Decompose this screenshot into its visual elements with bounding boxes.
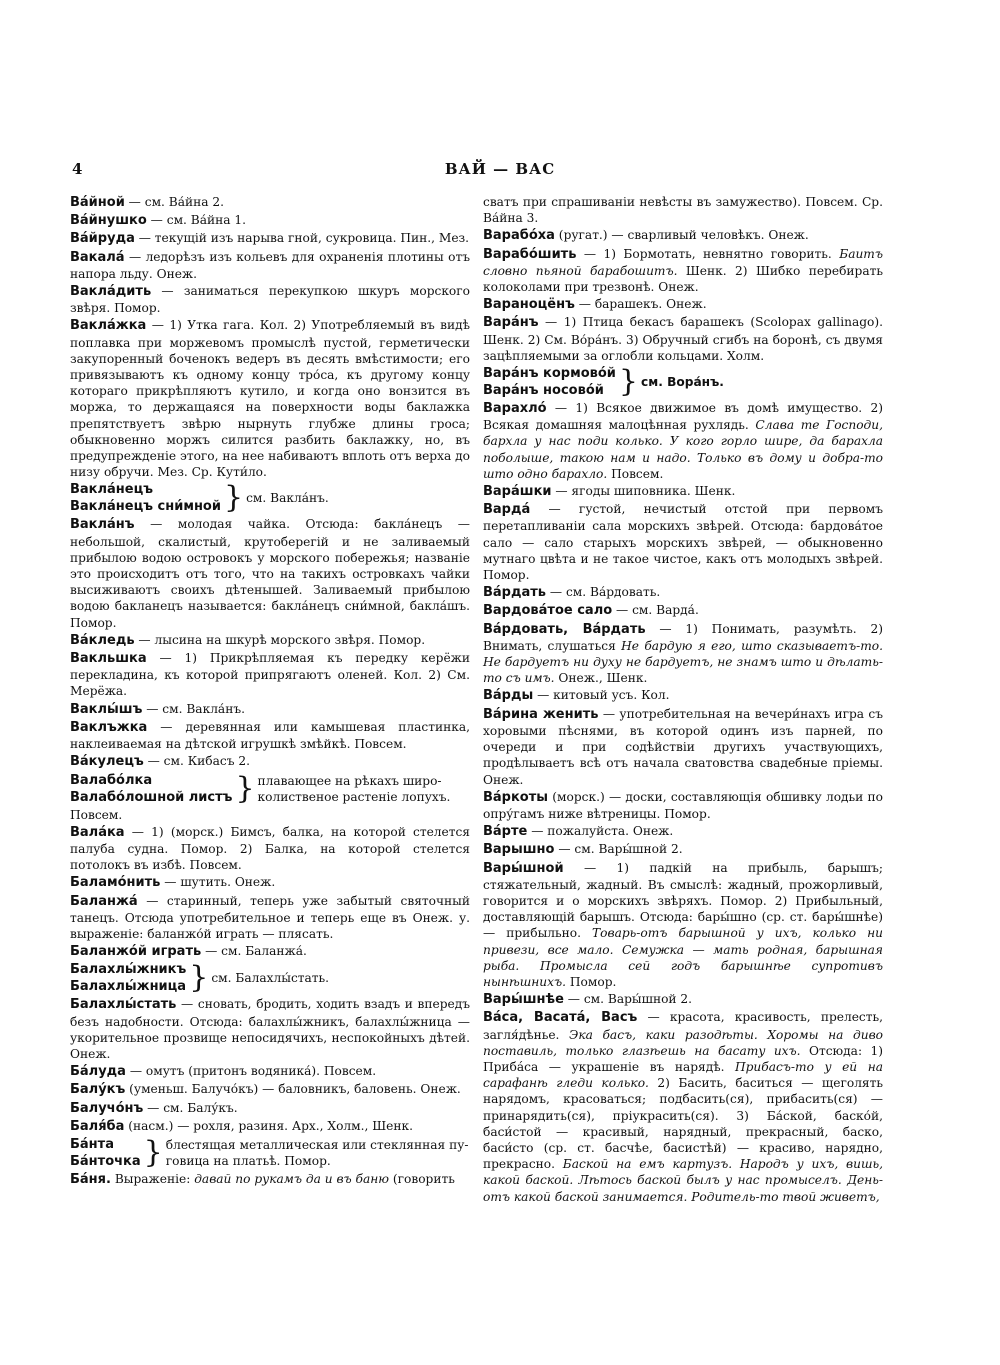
definition: — 1) Прикрѣпляемая къ передку керёжи перекладина, къ которой припрягаютъ оленей. Кол. 2) См. Мерёжа. [70, 651, 470, 699]
headword: Ва́рте [483, 824, 528, 840]
entry [483, 860, 883, 991]
definition: 2) Басить, баситься — щеголять нарядомъ, красоваться; подбасить(ся), прибасить(ся) — принарядить(ся), пріукрасить(ся). 3) Ба́ской, баско́й, баси́стой — красивый, нарядный, прекрасный, баско, баси́сто (ср. ст. басчѣе, басистѣй) — красиво, нарядно, прекрасно. [483, 1076, 884, 1172]
example: Не бардую я его, што сказываетъ-то. Не бардуетъ ни духу не бардуетъ, не знамъ што и дѣлать-то съ имъ. [483, 638, 883, 686]
entry [70, 317, 470, 480]
entry [70, 1063, 470, 1080]
entry-tail: Повсем. [70, 807, 123, 822]
entry [483, 823, 883, 840]
entry [483, 687, 883, 704]
headword: Варабо́ха [483, 228, 555, 244]
entry-group [70, 772, 470, 806]
definition: Отсюда: 1) Прибáса — украшеніе въ нарядѣ. [483, 1043, 883, 1074]
entry [483, 602, 883, 619]
headword: Ва́са, Васата́, Васъ [483, 1010, 638, 1026]
entry [483, 789, 883, 822]
entry [483, 1009, 883, 1204]
definition: — 1) падкій на прибыль, барышъ; стяжательный, жадный. Въ смыслѣ: жадный, прожорливый, говорится и о морскихъ звѣряхъ. Помор. 2) Прибыльный, доставляющій барышъ. Отсюда: бары́шно (ср. ст. бары́шнѣе) — прибыльно. [483, 860, 883, 941]
headword: Вары́шнѣе [483, 992, 564, 1008]
entry [70, 1100, 470, 1117]
definition: — текущій изъ нарыва гной, сукровица. Пин., Мез. [134, 231, 470, 246]
cross-reference: см. Вора́нъ. [641, 374, 724, 389]
page-number: 4 [72, 160, 83, 178]
entry [483, 296, 883, 313]
entry [70, 212, 470, 229]
headword: Баланжа́ [70, 893, 138, 909]
definition: — см. Ва́йна 1. [146, 213, 247, 228]
definition: Онеж., Шенк. [554, 671, 648, 686]
definition: — сновать, бродить, ходить взадъ и впередъ безъ надобности. Отсюда: балахлы́жникъ, балахлы́жница — укорительное прозвище непосидячихъ, неспокойныхъ дѣтей. Онеж. [70, 997, 470, 1061]
definition: говица на платьѣ. Помор. [165, 1153, 331, 1168]
definition: (морск.) — доски, составляющія обшивку лодьи по опру́гамъ ниже вѣтреницы. Помор. [483, 789, 883, 821]
headword: Вакла́нецъ [70, 482, 154, 498]
example: Баитъ словно пьяной барабошитъ. [483, 246, 883, 278]
definition: — см. Баланжа́. [201, 944, 307, 959]
definition: — деревянная или камышевая пластинка, наклеиваемая на дѣтской игрушкѣ змѣйкѣ. Повсем. [70, 719, 470, 752]
headword: Ба́нточка [70, 1153, 141, 1169]
definition: (говорить [389, 1171, 455, 1186]
headword: Балахлы́жникъ [70, 962, 187, 978]
headword: Вакла́нецъ сни́мной [70, 499, 221, 515]
definition: — 1) Понимать, разумѣть. 2) Внимать, слушаться [483, 621, 883, 653]
headword: Вардова́тое сало [483, 603, 613, 619]
entry [70, 824, 470, 874]
running-head: ВАЙ — ВАС [444, 160, 556, 178]
brace-icon: } [143, 1134, 163, 1170]
definition: — шутить. Онеж. [160, 875, 276, 890]
definition: — см. Балу́къ. [143, 1100, 238, 1115]
entry [70, 283, 470, 316]
headword: Вакала́ [70, 249, 125, 265]
definition: — лысина на шкурѣ морского звѣря. Помор. [134, 632, 426, 647]
entry-group [70, 481, 470, 515]
cross-reference: см. Вакла́нъ. [246, 491, 329, 506]
example: Слава те Господи, бархла у нас поди колько. У кого горло шире, да барахла поболыше, такою нам и надо. Только въ дому и добра-то што одно барахло. [483, 418, 883, 481]
headword: Ва́ркоты [483, 789, 549, 805]
entry [70, 753, 470, 770]
definition: Помор. [566, 974, 617, 989]
cross-reference: см. Балахлы́стать. [211, 971, 330, 986]
headword: Варда́ [483, 502, 531, 518]
example: Товарь-отъ барышной у ихъ, колько ни привези, все мало. Семужка — мать родная, барышная рыба. Промысла сей годъ барышнѣе супротивъ нынѣшнихъ. [483, 926, 883, 989]
headword: Вараноцёнъ [483, 297, 575, 313]
right-column [483, 194, 883, 1206]
entry [70, 230, 470, 247]
definition: Повсем. [607, 466, 664, 481]
entry [483, 621, 883, 687]
entry [483, 991, 883, 1008]
brace-icon: } [223, 480, 244, 516]
entry [70, 516, 470, 630]
definition: блестящая металлическая или стеклянная пу- [165, 1137, 469, 1152]
definition: — пожалуйста. Онеж. [527, 824, 674, 839]
definition: — 1) Бормотать, невнятно говорить. [576, 246, 840, 261]
entry [70, 893, 470, 943]
definition: (уменьш. Балучо́къ) — баловникъ, баловень. Онеж. [125, 1082, 461, 1097]
definition: — заниматься перекупкою шкуръ морского звѣря. Помор. [70, 284, 470, 316]
headword: Баля́ба [70, 1118, 125, 1134]
headword: Ва́рина женить [483, 706, 599, 722]
example: Прибасъ-то у ей на сарафанѣ гледи колько. [483, 1059, 883, 1091]
definition: — см. Вары́шной 2. [563, 992, 693, 1007]
definition: — 1) Всякое движимое въ домѣ имущество. 2) Всякая домашняя малоцѣнная рухлядь. [483, 401, 883, 433]
example: Баской на емъ картузъ. Народъ у ихъ, вишь, какой баской. Лѣтось баской былъ у нас промыселъ. День-отъ какой баской занимается. Родитель-то твой живетъ, [483, 1157, 883, 1204]
headword: Ва́рдать [483, 585, 547, 601]
entry [483, 584, 883, 601]
entry [70, 943, 470, 960]
definition: — красота, красивость, прелесть, загля́дѣнье. [483, 1010, 883, 1042]
entry [483, 706, 883, 788]
entry-continuation: сватъ при спрашиваніи невѣсты въ замужество). Повсем. Ср. Ва́йна 3. [483, 195, 883, 226]
headword: Вакла́дить [70, 284, 152, 300]
definition: — 1) Птица бекасъ барашекъ (Scolopax gallinago). Шенк. 2) См. Во́ра́нъ. 3) Обручный сгибъ на боронѣ, съ двумя зацѣпляемыми за оглобли кольцами. Холм. [483, 315, 883, 363]
definition: — китовый усъ. Кол. [533, 688, 670, 703]
brace-icon: } [189, 960, 209, 996]
definition: — омутъ (притонъ водяника́). Повсем. [125, 1064, 377, 1079]
example: Эка басъ, каки разодѣты. Хоромы на диво поставиль, только глазѣешь на басату ихъ. [483, 1027, 883, 1058]
brace-icon: } [235, 770, 255, 806]
definition: — см. Ва́рдовать. [546, 585, 661, 600]
headword: Ва́кледь [70, 632, 135, 648]
entry [70, 249, 470, 282]
headword: Ба́нта [70, 1136, 114, 1152]
headword: Балахлы́жница [70, 979, 187, 995]
headword: Валабо́лошной листъ [70, 789, 233, 805]
definition: плавающее на рѣкахъ широ- [257, 773, 442, 788]
entry [70, 650, 470, 700]
definition: — 1) Утка гага. Кол. 2) Употребляемый въ видѣ поплавка при моржевомъ промыслѣ пустой, герметически закупоренный боченокъ ведеръ въ десять вмѣстимости; его привязываютъ къ одному концу тро́са, къ другому концу котораго прикрѣпляютъ кутило, и когда оно вонзится въ моржа, то держащаяся на поверхности воды баклажка препятствуетъ звѣрю нырнуть глубже длины гроса; обыкновенно моржъ силится разбить баклажку, но, въ предупрежденіе этого, на нее набиваютъ вплоть отъ верха до низу обручи. Мез. Ср. Кути́ло. [70, 318, 470, 480]
entry-group [483, 365, 883, 399]
entry [483, 483, 883, 500]
definition: — ягоды шиповника. Шенк. [551, 484, 736, 499]
entry [70, 1118, 470, 1135]
definition: — см. Ва́йна 2. [124, 195, 225, 209]
headword: Валабо́лка [70, 772, 153, 788]
definition: — см. Вакла́нъ. [142, 701, 245, 716]
definition: — см. Кибасъ 2. [143, 754, 250, 769]
headword: Балахлы́стать [70, 997, 177, 1013]
headword: Балу́къ [70, 1082, 126, 1098]
entry [483, 246, 883, 296]
definition: — см. Вары́шной 2. [554, 842, 683, 857]
headword: Ва́рдовать, Ва́рдать [483, 621, 646, 637]
entry [483, 400, 883, 482]
headword: Варабо́шить [483, 246, 577, 262]
headword: Ба́луда [70, 1064, 126, 1080]
entry [70, 701, 470, 718]
entry [483, 314, 883, 364]
entry [483, 501, 883, 583]
headword: Вакльшка [70, 651, 147, 667]
headword: Ва́рды [483, 688, 534, 704]
definition: (насм.) — рохля, разиня. Арх., Холм., Шенк. [124, 1118, 414, 1133]
definition: колиственое растеніе лопухъ. [257, 789, 451, 804]
definition: Шенк. 2) Шибко перебирать колоколами при трезвонѣ. Онеж. [483, 263, 883, 295]
entry-group [70, 1136, 470, 1170]
entry-group [70, 961, 470, 995]
headword: Баланжо́й играть [70, 944, 202, 960]
headword: Вара́нъ [483, 315, 539, 331]
brace-icon: } [618, 364, 639, 400]
headword: Ваклы́шъ [70, 701, 143, 717]
headword: Ва́кулецъ [70, 754, 144, 770]
definition: — см. Варда́. [612, 603, 699, 618]
headword: Ба́ня. [70, 1171, 111, 1187]
headword: Варышно [483, 842, 555, 858]
headword: Вара́нъ носово́й [483, 383, 604, 399]
entry [70, 1171, 470, 1188]
headword: Ва́йной [70, 195, 125, 210]
example: давай по рукамъ да и въ баню [194, 1171, 389, 1186]
headword: Варахло́ [483, 401, 547, 417]
headword: Баламо́нить [70, 875, 161, 891]
entry [70, 719, 470, 752]
definition: — употребительная на вечери́нахъ игра съ хоровыми пѣснями, въ которой одинъ изъ парней, по очереди и при содѣйствіи другихъ участвующихъ, продѣлываетъ всѣ отъ начала сватовства свадебные пріемы. Онеж. [483, 706, 883, 787]
entry [483, 227, 883, 244]
entry [70, 874, 470, 891]
definition: — 1) (морск.) Бимсъ, балка, на которой стелется палуба судна. Помор. 2) Балка, на которой стелется потолокъ въ избѣ. Повсем. [70, 824, 470, 873]
headword: Ва́йруда [70, 231, 135, 247]
entry [70, 996, 470, 1062]
headword: Вала́ка [70, 824, 125, 840]
headword: Вары́шной [483, 860, 564, 876]
headword: Ва́йнушко [70, 213, 147, 229]
entry [70, 194, 470, 211]
headword: Вара́нъ кормово́й [483, 366, 616, 382]
entry [483, 841, 883, 858]
definition: (ругат.) — сварливый человѣкъ. Онеж. [554, 228, 809, 243]
left-column [70, 194, 470, 1189]
headword: Вакла́жка [70, 318, 147, 334]
entry [70, 632, 470, 649]
definition: — старинный, теперь уже забытый святочный танецъ. Отсюда употребительное и теперь еще въ Онеж. у. выраженіе: баланжо́й играть — плясать. [70, 893, 470, 941]
definition: Выраженіе: [110, 1171, 195, 1186]
headword: Вара́шки [483, 484, 552, 500]
definition: — ледорѣзъ изъ кольевъ для охраненія плотины отъ напора льду. Онеж. [70, 249, 470, 281]
definition: — молодая чайка. Отсюда: бакла́нецъ — небольшой, скалистый, крутоберегій и не заливаемый прибылою водою островокъ у морского побережья; названіе это происходитъ отъ того, что на такихъ островкахъ чайки высиживаютъ своихъ дѣтенышей. Заливаемый прибылою водою бакланецъ называется: бакла́нецъ сни́мной, бакла́шъ. Помор. [70, 517, 470, 630]
definition: — густой, нечистый отстой при первомъ перетапливаніи сала морскихъ звѣрей. Отсюда: бардова́тое сало — сало старыхъ морскихъ звѣрей, — обыкновенно мутнаго цвѣта и не такое чистое, какъ отъ молодыхъ звѣрей. Помор. [483, 502, 883, 583]
headword: Ваклъжка [70, 719, 148, 735]
headword: Вакла́нъ [70, 517, 135, 533]
headword: Балучо́нъ [70, 1100, 144, 1116]
definition: — барашекъ. Онеж. [574, 297, 707, 312]
entry [70, 1081, 470, 1098]
